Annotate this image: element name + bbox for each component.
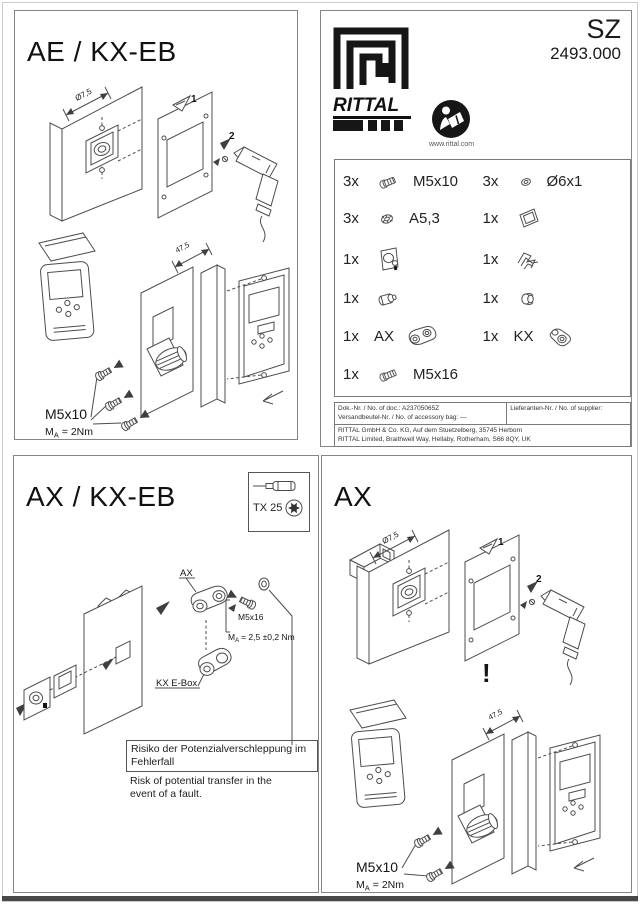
ax-drilling-diagram (322, 496, 631, 696)
panel-ax-kx-eb (13, 455, 319, 893)
part-desc: Ø6x1 (546, 173, 583, 190)
document-info-table (334, 402, 631, 447)
part-item (483, 206, 623, 232)
part-item (483, 171, 623, 193)
product-number: 2493.000 (550, 43, 621, 63)
torque-label: $M_A = 2Nm$ (45, 426, 93, 439)
screw-m5x10 (413, 827, 443, 849)
rittal-logo-mark-icon (333, 23, 409, 95)
square-frame (54, 665, 76, 698)
screw-icon (374, 171, 404, 193)
part-item (343, 364, 483, 386)
read-manual-icon (431, 99, 471, 139)
ae-drilling-diagram (15, 53, 297, 249)
parts-row (343, 288, 622, 310)
insert-arrow (156, 601, 170, 615)
caution-exclamation: ! (482, 658, 491, 688)
part-desc: M5x10 (413, 173, 459, 190)
step-1-label: 1 (498, 537, 504, 548)
kx-bracket-icon (543, 323, 573, 351)
parts-row (343, 206, 622, 232)
kx-ebox-bracket (199, 648, 232, 675)
panel-ax-title: AX (334, 480, 373, 512)
rittal-wordmark: RITTAL (333, 95, 411, 119)
part-item (483, 364, 623, 386)
screwdriver-icon (249, 473, 309, 497)
ax-part-label: AX (180, 568, 193, 579)
supplier-number: Lieferanten-Nr. / No. of supplier: (510, 405, 603, 412)
parts-list (334, 159, 631, 397)
screw-size-label: M5x10 (356, 859, 399, 875)
width-dimension-label: 47,5 (173, 240, 191, 255)
hole-dimension-label: Ø7,5 (380, 529, 401, 546)
step-2-label: 2 (229, 131, 235, 142)
clip-icon (514, 247, 544, 273)
ax-kx-exploded-diagram (14, 556, 318, 746)
tool-size-label: TX 25 (253, 502, 283, 514)
part-qty: 1x (482, 251, 499, 268)
part-qty: 3x (482, 173, 499, 190)
screw-m5x10 (120, 410, 150, 432)
panel-ax-kx-title: AX / KX-EB (26, 480, 176, 512)
part-qty: 1x (482, 210, 499, 227)
washer-icon (514, 172, 538, 192)
part-item (483, 245, 623, 275)
panel-product-info (320, 10, 632, 447)
product-id (550, 15, 621, 63)
step-2-label: 2 (536, 574, 542, 585)
product-code: SZ (586, 14, 621, 44)
ax-mounting-diagram (322, 696, 631, 892)
panel-ax (321, 455, 632, 893)
part-qty: 1x (482, 328, 499, 345)
part-qty: 3x (343, 173, 359, 190)
part-qty: 1x (343, 251, 359, 268)
rittal-logo (333, 23, 411, 132)
panel-ae-title: AE / KX-EB (27, 35, 177, 67)
part-name: AX (374, 328, 395, 345)
warning-text-english: Risk of potential transfer in the event of a fault. (130, 775, 272, 801)
accessory-bag-number: Versandbeutel-Nr. / No. of accessory bag: — (338, 414, 467, 422)
read-manual-block (429, 99, 473, 148)
part-item (343, 206, 483, 232)
address-germany: RITTAL GmbH & Co. KG, Auf dem Stuetzelberg, 35745 Herborn (338, 426, 523, 434)
insert-arrow (228, 604, 236, 612)
warning-text-german: Risiko der Potenzialverschleppung im Fehlerfall (126, 740, 318, 772)
kx-ebox-label: KX E-Box (156, 678, 198, 689)
enclosure-panel (84, 586, 142, 734)
socket-plate (24, 677, 50, 720)
grommet-icon (514, 288, 540, 310)
ax-bracket (191, 586, 227, 612)
part-item (483, 323, 623, 351)
torque-bracket (226, 600, 230, 632)
part-item (343, 288, 483, 310)
part-qty: 1x (343, 328, 359, 345)
torque-label: $M_A = 2,5 \pm 0,2$ Nm (228, 632, 295, 644)
ae-mounting-diagram (15, 227, 297, 439)
screw-m5x10 (425, 861, 455, 883)
washer (259, 578, 269, 590)
address-cell (335, 425, 630, 446)
torx-icon (285, 499, 303, 517)
leader-line (269, 590, 292, 745)
torque-label: $M_A = 2Nm$ (356, 879, 404, 892)
screw-icon (374, 364, 404, 386)
part-desc: M5x16 (413, 366, 459, 383)
part-qty: 3x (343, 210, 359, 227)
serrated-washer-icon (374, 209, 400, 229)
part-item (343, 171, 483, 193)
part-qty: 1x (482, 290, 499, 307)
interface-mount-drawing (350, 700, 600, 884)
part-name: KX (513, 328, 534, 345)
safety-warning (126, 740, 318, 802)
page-footer-bar (2, 896, 638, 901)
part-item (483, 288, 623, 310)
screw-size-label: M5x10 (45, 406, 88, 422)
socket-plate-icon (374, 245, 404, 275)
step-1-label: 1 (191, 94, 197, 105)
parts-row (343, 171, 622, 193)
screw-m5x10 (94, 360, 124, 382)
part-qty: 1x (343, 366, 359, 383)
square-frame-icon (514, 206, 542, 232)
plug-icon (374, 288, 402, 310)
interface-mount-drawing (39, 233, 289, 417)
screw-m5x10 (104, 390, 134, 412)
part-qty: 1x (343, 290, 359, 307)
part-item (343, 245, 483, 275)
part-item (343, 323, 483, 351)
doc-number-cell (335, 403, 507, 424)
website-url: www.rittal.com (429, 141, 475, 148)
width-dimension-label: 47,5 (486, 707, 504, 722)
screw-size-label: M5x16 (238, 612, 264, 622)
rittal-logo-bar (333, 119, 409, 132)
supplier-cell (507, 403, 630, 424)
enclosure-panel-drawing (50, 87, 278, 242)
ax-bracket-icon (403, 323, 437, 351)
hole-dimension-label: Ø7,5 (73, 86, 94, 103)
parts-row (343, 364, 622, 386)
parts-row (343, 323, 622, 351)
parts-row (343, 245, 622, 275)
doc-number: Dok.-Nr. / No. of doc.: A23705065Z (338, 405, 440, 412)
tool-callout (248, 472, 310, 532)
address-uk: RITTAL Limited, Braithwell Way, Hellaby, Rotherham, S66 8QY, UK (338, 436, 531, 444)
part-desc: A5,3 (409, 210, 440, 227)
panel-ae-kx-eb (14, 10, 298, 440)
